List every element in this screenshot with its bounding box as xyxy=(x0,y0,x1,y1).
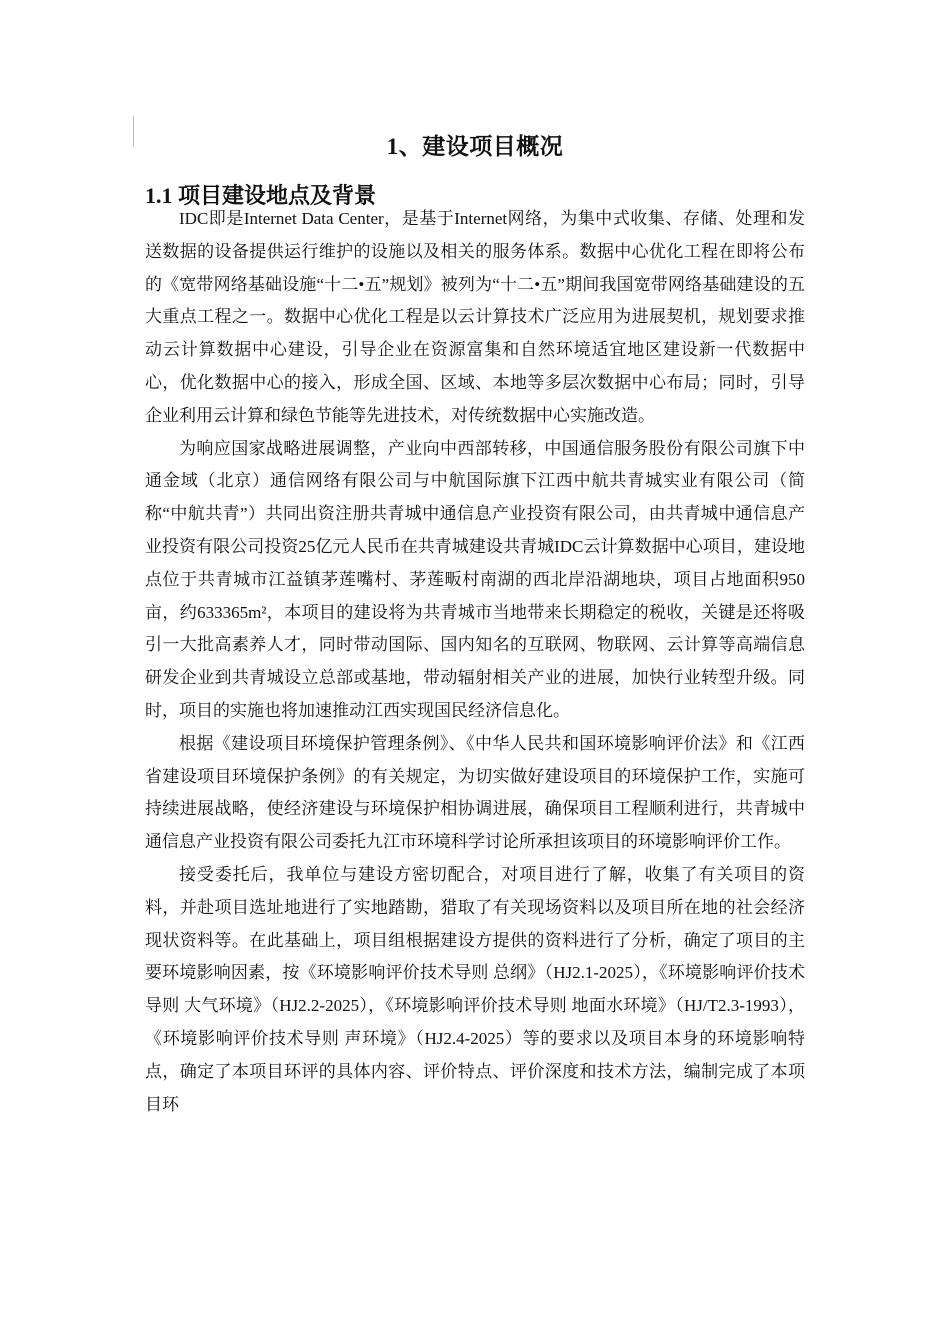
section-title: 1.1 项目建设地点及背景 xyxy=(145,183,377,209)
paragraph-idc-background: IDC即是Internet Data Center，是基于Internet网络，为集中式收集、存储、处理和发送数据的设备提供运行维护的设施以及相关的服务体系。数据中心优化工程在即将公布的《宽带网络基础设施“十二•五”规划》被列为“十二•五”期间我国宽带网络基础建设的五大重点工程之一。数据中心优化工程是以云计算技术广泛应用为进展契机，规划要求推动云计算数据中心建设，引导企业在资源富集和自然环境适宜地区建设新一代数据中心，优化数据中心的接入，形成全国、区域、本地等多层次数据中心布局；同时，引导企业利用云计算和绿色节能等先进技术，对传统数据中心实施改造。 xyxy=(145,209,805,425)
body-text xyxy=(145,203,805,1121)
paragraph-project-investment: 为响应国家战略进展调整，产业向中西部转移，中国通信服务股份有限公司旗下中通金域（北京）通信网络有限公司与中航国际旗下江西中航共青城实业有限公司（简称“中航共青”）共同出资注册共青城中通信息产业投资有限公司，由共青城中通信息产业投资有限公司投资25亿元人民币在共青城建设共青城IDC云计算数据中心项目，建设地点位于共青城市江益镇茅莲嘴村、茅莲畈村南湖的西北岸沿湖地块，项目占地面积950亩，约633365m²，本项目的建设将为共青城市当地带来长期稳定的税收，关键是还将吸引一大批高素养人才，同时带动国际、国内知名的互联网、物联网、云计算等高端信息研发企业到共青城设立总部或基地，带动辐射相关产业的进展，加快行业转型升级。同时，项目的实施也将加速推动江西实现国民经济信息化。 xyxy=(145,438,805,720)
paragraph-assessment-process: 接受委托后，我单位与建设方密切配合，对项目进行了解，收集了有关项目的资料，并赴项目选址地进行了实地踏勘，猎取了有关现场资料以及项目所在地的社会经济现状资料等。在此基础上，项目组根据建设方提供的资料进行了分析，确定了项目的主要环境影响因素，按《环境影响评价技术导则 总纲》（HJ2.1-2025），《环境影响评价技术导则 大气环境》（HJ2.2-2025），《环境影响评价技术导则 地面水环境》（HJ/T2.3-1993），《环境影响评价技术导则 声环境》（HJ2.4-2025）等的要求以及项目本身的环境影响特点，确定了本项目环评的具体内容、评价特点、评价深度和技术方法，编制完成了本项目环 xyxy=(145,864,805,1114)
chapter-title: 1、建设项目概况 xyxy=(386,134,564,160)
paragraph-legal-basis: 根据《建设项目环境保护管理条例》、《中华人民共和国环境影响评价法》和《江西省建设项目环境保护条例》的有关规定，为切实做好建设项目的环境保护工作，实施可持续进展战略，使经济建设与环境保护相协调进展，确保项目工程顺利进行，共青城中通信息产业投资有限公司委托九江市环境科学讨论所承担该项目的环境影响评价工作。 xyxy=(145,733,805,852)
